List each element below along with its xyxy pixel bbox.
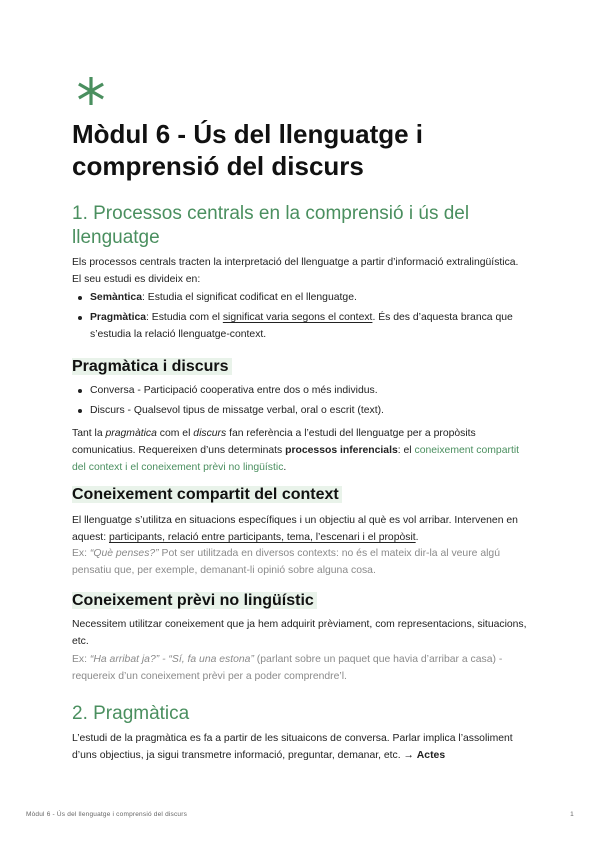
paragraph-context: El llenguatge s’utilitza en situacions específiques i un objectiu al què es vol arribar. Intervenen en aquest: participants, relació entre participants, tema, l’escenari i el propòsit.: [72, 515, 518, 543]
term-pragmatica: Pragmàtica: [90, 312, 147, 323]
list-conversa-discurs: [72, 382, 528, 422]
list-item: Discurs - Qualsevol tipus de missatge verbal, oral o escrit (text).: [72, 402, 528, 419]
section-heading-processos: 1. Processos centrals en la comprensió i ús del llenguatge: [72, 203, 470, 248]
paragraph-pragmatica: L’estudi de la pragmàtica es fa a partir de les situaicons de conversa. Parlar implica l’assoliment d’uns objectius, ja sigui transmetre informació, preguntar, demanar, etc. → Actes: [72, 733, 513, 761]
page-number: 1: [570, 811, 574, 818]
paragraph-inferencials: Tant la pragmàtica com el discurs fan referència a l’estudi del llenguatge per a propòsits comunicatius. Requereixen d’uns determinats processos inferencials: el coneixement compartit del context i el coneixement prèvi no lingüístic.: [72, 428, 520, 473]
footer-title: Mòdul 6 - Ús del llenguatge i comprensió del discurs: [26, 811, 188, 818]
section-heading-pragmatica: 2. Pragmàtica: [72, 703, 190, 724]
list-item: Semàntica: Estudia el significat codificat en el llenguatge.: [72, 289, 528, 306]
term-semantica: Semàntica: [90, 292, 142, 303]
subheading-pragmatica-discurs: Pragmàtica i discurs: [72, 356, 232, 378]
example-context: Ex: “Què penses?” Pot ser utilitzada en diversos contexts: no és el mateix dir-la al veure algú pensatiu que, per exemple, demanant-li opinió sobre alguna cosa.: [72, 548, 500, 576]
subheading-context: Coneixement compartit del context: [72, 484, 342, 506]
asterisk-icon: [76, 76, 106, 106]
subheading-previ: Coneixement prèvi no lingüístic: [72, 590, 317, 612]
list-semantica-pragmatica: [72, 289, 528, 346]
page-footer: [26, 811, 574, 818]
page-title: Mòdul 6 - Ús del llenguatge i comprensió del discurs: [72, 119, 424, 181]
example-previ: Ex: “Ha arribat ja?” - “Sí, fa una estona” (parlant sobre un paquet que havia d’arribar a casa) - requereix d’un coneixement prèvi per a poder comprendre’l.: [72, 654, 503, 682]
paragraph-intro: Els processos centrals tracten la interpretació del llenguatge a partir d’informació extralingüística. El seu estudi es divideix en:: [72, 257, 519, 285]
underlined-phrase: significat varia segons el context: [222, 312, 373, 323]
list-item: Pragmàtica: Estudia com el significat varia segons el context. És des d’aquesta branca que s’estudia la relació llenguatge-context.: [72, 309, 528, 343]
paragraph-previ: Necessitem utilitzar coneixement que ja hem adquirit prèviament, com representacions, situacions, etc.: [72, 619, 527, 647]
list-item: Conversa - Participació cooperativa entre dos o més individus.: [72, 382, 528, 399]
